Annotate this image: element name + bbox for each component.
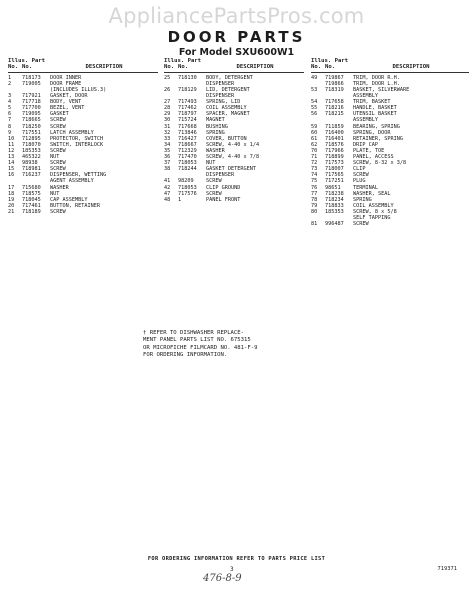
illus-no-cell: 55 bbox=[311, 105, 318, 112]
header-description: DESCRIPTION bbox=[236, 64, 274, 71]
illus-no-cell: 25 bbox=[164, 74, 171, 81]
illus-no-cell: 72 bbox=[311, 160, 318, 167]
illus-no-cell: 60 bbox=[311, 129, 318, 136]
illus-no-cell: 76 bbox=[311, 184, 318, 191]
description-cell: TERMINAL bbox=[353, 184, 378, 191]
illus-no-cell: 61 bbox=[311, 135, 318, 142]
parts-column-1 bbox=[8, 58, 158, 215]
part-no-cell: 716401 bbox=[325, 135, 344, 142]
description-cell: RETAINER, SPRING bbox=[353, 135, 403, 142]
description-cell: SCREW bbox=[50, 117, 66, 124]
part-no-cell: 719866 bbox=[325, 80, 344, 87]
watermark: AppliancePartsPros.com bbox=[108, 4, 365, 28]
description-cell: UTENSIL BASKET bbox=[353, 111, 397, 118]
illus-part-header: Illus. Part bbox=[8, 58, 46, 64]
illus-no-cell: 16 bbox=[8, 172, 15, 179]
table-row bbox=[311, 221, 469, 227]
part-no-cell: 719867 bbox=[325, 74, 344, 81]
part-no-cell: 718833 bbox=[325, 202, 344, 209]
description-cell: BEARING, SPRING bbox=[353, 123, 400, 130]
page-number: 3 bbox=[230, 566, 234, 573]
description-cell: SCREW bbox=[50, 166, 66, 173]
header-part-no: No. bbox=[178, 64, 189, 71]
part-no-cell: 717493 bbox=[178, 99, 197, 106]
description-cell: SPRING, DOOR bbox=[353, 129, 391, 136]
part-no-cell: 717565 bbox=[325, 172, 344, 179]
illus-no-cell: 56 bbox=[311, 111, 318, 118]
header-description: DESCRIPTION bbox=[392, 64, 430, 71]
illus-no-cell: 42 bbox=[164, 184, 171, 191]
description-cell: SCREW, 4-40 x 1/4 bbox=[206, 141, 260, 148]
description-cell: DOOR FRAME bbox=[50, 80, 82, 87]
illus-no-cell: 78 bbox=[311, 196, 318, 203]
description-cell: ASSEMBLY bbox=[353, 117, 378, 124]
part-no-cell: 718244 bbox=[178, 166, 197, 173]
illus-no-cell: 62 bbox=[311, 141, 318, 148]
description-cell: WASHER, SEAL bbox=[353, 190, 391, 197]
description-cell: COIL ASSEMBLY bbox=[353, 202, 394, 209]
note-line: † REFER TO DISHWASHER REPLACE- bbox=[143, 330, 245, 336]
description-cell: SCREW bbox=[206, 178, 222, 185]
illus-no-cell: 19 bbox=[8, 196, 15, 203]
illus-no-cell: 2 bbox=[8, 80, 12, 87]
column-header bbox=[8, 64, 158, 70]
header-part-no: No. bbox=[325, 64, 336, 71]
illus-no-cell: 70 bbox=[311, 147, 318, 154]
header-divider bbox=[311, 72, 469, 73]
description-cell: SCREW, 8 x 5/8 bbox=[353, 208, 397, 215]
description-cell: BODY, VENT bbox=[50, 99, 82, 106]
illus-no-cell: 7 bbox=[8, 117, 12, 124]
illus-no-cell: 5 bbox=[8, 105, 12, 112]
illus-no-cell: 49 bbox=[311, 74, 318, 81]
illus-no-cell: 3 bbox=[8, 93, 12, 100]
description-cell: SCREW bbox=[353, 221, 369, 228]
illus-no-cell: 81 bbox=[311, 221, 318, 228]
description-cell: SCREW bbox=[50, 147, 66, 154]
illus-no-cell: 36 bbox=[164, 154, 171, 161]
illus-no-cell: 37 bbox=[164, 160, 171, 167]
part-no-cell: 185353 bbox=[22, 147, 41, 154]
part-no-cell: 717470 bbox=[178, 154, 197, 161]
description-cell: GASKET bbox=[50, 111, 69, 118]
part-no-cell: 717461 bbox=[22, 202, 41, 209]
table-row bbox=[164, 197, 304, 203]
description-cell: LATCH ASSEMBLY bbox=[50, 129, 94, 136]
parts-list bbox=[311, 75, 469, 227]
description-cell: TRIM, DOOR L.H. bbox=[353, 80, 400, 87]
part-no-cell: 718238 bbox=[325, 190, 344, 197]
description-cell: DISPENSER, WETTING bbox=[50, 172, 107, 179]
illus-no-cell: 21 bbox=[8, 208, 15, 215]
model-subtitle: For Model SXU600W1 bbox=[178, 47, 295, 58]
illus-no-cell: 31 bbox=[164, 123, 171, 130]
part-no-cell: 713846 bbox=[178, 129, 197, 136]
part-no-cell: 718053 bbox=[178, 184, 197, 191]
description-cell: CLIP GROUND bbox=[206, 184, 241, 191]
part-no-cell: 716427 bbox=[178, 135, 197, 142]
description-cell: NUT bbox=[50, 154, 60, 161]
description-cell: WASHER bbox=[50, 184, 69, 191]
illus-no-cell: 54 bbox=[311, 99, 318, 106]
illus-no-cell: 79 bbox=[311, 202, 318, 209]
part-no-cell: 717573 bbox=[325, 160, 344, 167]
parts-column-3 bbox=[311, 58, 469, 227]
part-no-cell: 718215 bbox=[325, 111, 344, 118]
footer-ordering-info: FOR ORDERING INFORMATION REFER TO PARTS PRICE LIST bbox=[147, 556, 326, 562]
description-cell: TRIM, DOOR R.H. bbox=[353, 74, 400, 81]
illus-no-cell: 74 bbox=[311, 172, 318, 179]
description-cell: HANDLE, BASKET bbox=[353, 105, 397, 112]
part-no-cell: 98938 bbox=[22, 160, 38, 167]
description-cell: SCREW bbox=[50, 123, 66, 130]
illus-no-cell: 33 bbox=[164, 135, 171, 142]
part-no-cell: 716400 bbox=[325, 129, 344, 136]
part-no-cell: 98651 bbox=[325, 184, 341, 191]
part-no-cell: 718216 bbox=[325, 105, 344, 112]
part-no-cell: 718981 bbox=[22, 166, 41, 173]
description-cell: BODY, DETERGENT bbox=[206, 74, 253, 81]
part-no-cell: 718899 bbox=[325, 154, 344, 161]
note-line: FOR ORDERING INFORMATION. bbox=[143, 352, 228, 359]
description-cell: SPACER, MAGNET bbox=[206, 111, 250, 118]
description-cell: GASKET, DOOR bbox=[50, 93, 88, 100]
part-no-cell: 717251 bbox=[325, 178, 344, 185]
description-cell: WASHER bbox=[206, 147, 225, 154]
description-cell: SCREW bbox=[353, 172, 369, 179]
description-cell: NUT bbox=[50, 190, 60, 197]
illus-no-cell: 53 bbox=[311, 87, 318, 93]
illus-no-cell: 12 bbox=[8, 147, 15, 154]
description-cell: SPRING, LID bbox=[206, 99, 241, 106]
header-part-no: No. bbox=[22, 64, 33, 71]
header-no: No. bbox=[311, 64, 322, 71]
illus-no-cell: 14 bbox=[8, 160, 15, 167]
note-line: OR MICROFICHE FILMCARD NO. 481-F-9 bbox=[143, 344, 258, 351]
description-cell: COVER, BUTTON bbox=[206, 135, 247, 142]
part-no-cell: 718234 bbox=[325, 196, 344, 203]
description-cell: BASKET, SILVERWARE bbox=[353, 87, 410, 93]
description-cell: SCREW bbox=[206, 190, 222, 197]
description-cell: LID, DETERGENT bbox=[206, 87, 250, 93]
header-description: DESCRIPTION bbox=[85, 64, 123, 71]
description-cell: SCREW, 4-40 x 7/8 bbox=[206, 154, 260, 161]
part-no-cell: 718189 bbox=[22, 208, 41, 215]
part-no-cell: 717658 bbox=[325, 99, 344, 106]
part-no-cell: 996487 bbox=[325, 221, 344, 228]
illus-no-cell: 41 bbox=[164, 178, 171, 185]
description-cell: DISPENSER bbox=[206, 172, 235, 179]
description-cell: GASKET DETERGENT bbox=[206, 166, 256, 173]
part-no-cell: 717700 bbox=[22, 105, 41, 112]
illus-no-cell: 77 bbox=[311, 190, 318, 197]
description-cell: CLIP bbox=[353, 166, 366, 173]
header-divider bbox=[8, 72, 158, 73]
header-no: No. bbox=[8, 64, 19, 71]
header-no: No. bbox=[164, 64, 175, 71]
part-no-cell: 718130 bbox=[178, 74, 197, 81]
page-title: DOOR PARTS bbox=[167, 28, 306, 46]
description-cell: BEZEL, VENT bbox=[50, 105, 85, 112]
part-no-cell: 716237 bbox=[22, 172, 41, 179]
description-cell: AGENT ASSEMBLY bbox=[50, 178, 94, 185]
document-id: 719371 bbox=[437, 566, 457, 572]
illus-no-cell: 38 bbox=[164, 166, 171, 173]
part-no-cell: 185353 bbox=[325, 208, 344, 215]
illus-no-cell: 4 bbox=[8, 99, 12, 106]
description-cell: SCREW bbox=[50, 208, 66, 215]
illus-no-cell: 8 bbox=[8, 123, 12, 130]
part-no-cell: 718007 bbox=[325, 166, 344, 173]
description-cell: PLATE, TOE bbox=[353, 147, 385, 154]
part-no-cell: 465322 bbox=[22, 154, 41, 161]
illus-no-cell: 35 bbox=[164, 147, 171, 154]
handwritten-note: 476-8-9 bbox=[203, 573, 242, 584]
illus-no-cell: 6 bbox=[8, 111, 12, 118]
illus-no-cell: 17 bbox=[8, 184, 15, 191]
description-cell: CAP ASSEMBLY bbox=[50, 196, 88, 203]
column-header bbox=[311, 64, 469, 70]
part-no-cell: 712895 bbox=[22, 135, 41, 142]
part-no-cell: 718575 bbox=[22, 190, 41, 197]
part-no-cell: 717921 bbox=[22, 93, 41, 100]
description-cell: SELF TAPPING bbox=[353, 214, 391, 221]
illus-no-cell: 32 bbox=[164, 129, 171, 136]
part-no-cell: 717966 bbox=[325, 147, 344, 154]
part-no-cell: 718070 bbox=[22, 141, 41, 148]
description-cell: DOOR INNER bbox=[50, 74, 82, 81]
illus-no-cell: 13 bbox=[8, 154, 15, 161]
part-no-cell: 717551 bbox=[22, 129, 41, 136]
description-cell: (INCLUDES ILLUS.3) bbox=[50, 87, 107, 93]
description-cell: BUSHING bbox=[206, 123, 228, 130]
illus-no-cell: 59 bbox=[311, 123, 318, 130]
illus-no-cell: 75 bbox=[311, 178, 318, 185]
part-no-cell: 715680 bbox=[22, 184, 41, 191]
part-no-cell: 719095 bbox=[22, 111, 41, 118]
illus-no-cell: 73 bbox=[311, 166, 318, 173]
description-cell: SWITCH, INTERLOCK bbox=[50, 141, 104, 148]
description-cell: PANEL FRONT bbox=[206, 196, 241, 203]
description-cell: SCREW bbox=[50, 160, 66, 167]
part-no-cell: 98209 bbox=[178, 178, 194, 185]
illus-no-cell: 27 bbox=[164, 99, 171, 106]
part-no-cell: 719005 bbox=[22, 80, 41, 87]
part-no-cell: 718173 bbox=[22, 74, 41, 81]
part-no-cell: 718667 bbox=[178, 141, 197, 148]
part-no-cell: 717576 bbox=[178, 190, 197, 197]
illus-no-cell: 80 bbox=[311, 208, 318, 215]
description-cell: SCREW, 8-32 x 3/8 bbox=[353, 160, 407, 167]
part-no-cell: 717462 bbox=[178, 105, 197, 112]
parts-column-2 bbox=[164, 58, 304, 203]
part-no-cell: 1 bbox=[178, 196, 182, 203]
description-cell: MAGNET bbox=[206, 117, 225, 124]
description-cell: SPRING bbox=[206, 129, 225, 136]
ordering-note bbox=[143, 330, 343, 360]
description-cell: PLUG bbox=[353, 178, 366, 185]
illus-no-cell: 9 bbox=[8, 129, 12, 136]
illus-no-cell: 28 bbox=[164, 105, 171, 112]
illus-no-cell: 18 bbox=[8, 190, 15, 197]
illus-no-cell: 20 bbox=[8, 202, 15, 209]
illus-no-cell: 29 bbox=[164, 111, 171, 118]
illus-no-cell: 11 bbox=[8, 141, 15, 148]
illus-no-cell: 71 bbox=[311, 154, 318, 161]
part-no-cell: 718576 bbox=[325, 141, 344, 148]
illus-no-cell: 34 bbox=[164, 141, 171, 148]
part-no-cell: 718129 bbox=[178, 87, 197, 93]
part-no-cell: 715724 bbox=[178, 117, 197, 124]
description-cell: ASSEMBLY bbox=[353, 93, 378, 100]
description-cell: PANEL, ACCESS bbox=[353, 154, 394, 161]
description-cell: NUT bbox=[206, 160, 216, 167]
description-cell: COIL ASSEMBLY bbox=[206, 105, 247, 112]
parts-list bbox=[8, 75, 158, 215]
part-no-cell: 718250 bbox=[22, 123, 41, 130]
description-cell: PROTECTOR, SWITCH bbox=[50, 135, 104, 142]
description-cell: DISPENSER bbox=[206, 80, 235, 87]
part-no-cell: 718665 bbox=[22, 117, 41, 124]
part-no-cell: 717718 bbox=[22, 99, 41, 106]
part-no-cell: 711859 bbox=[325, 123, 344, 130]
column-header bbox=[164, 64, 304, 70]
part-no-cell: 718045 bbox=[22, 196, 41, 203]
illus-no-cell: 10 bbox=[8, 135, 15, 142]
illus-part-header: Illus. Part bbox=[164, 58, 202, 64]
description-cell: DRIP CAP bbox=[353, 141, 378, 148]
illus-no-cell: 26 bbox=[164, 87, 171, 93]
table-row bbox=[8, 209, 158, 215]
illus-part-header: Illus. Part bbox=[311, 58, 349, 64]
illus-no-cell: 1 bbox=[8, 74, 12, 81]
illus-no-cell: 15 bbox=[8, 166, 15, 173]
parts-list bbox=[164, 75, 304, 203]
part-no-cell: 718797 bbox=[178, 111, 197, 118]
description-cell: DISPENSER bbox=[206, 93, 235, 100]
header-divider bbox=[164, 72, 304, 73]
note-line: MENT PANEL PARTS LIST NO. 675315 bbox=[143, 337, 251, 344]
part-no-cell: 718053 bbox=[178, 160, 197, 167]
part-no-cell: 712329 bbox=[178, 147, 197, 154]
part-no-cell: 718319 bbox=[325, 87, 344, 93]
description-cell: TRIM, BASKET bbox=[353, 99, 391, 106]
description-cell: SPRING bbox=[353, 196, 372, 203]
part-no-cell: 717668 bbox=[178, 123, 197, 130]
description-cell: BUTTON, RETAINER bbox=[50, 202, 100, 209]
illus-no-cell: 48 bbox=[164, 196, 171, 203]
illus-no-cell: 30 bbox=[164, 117, 171, 124]
illus-no-cell: 47 bbox=[164, 190, 171, 197]
